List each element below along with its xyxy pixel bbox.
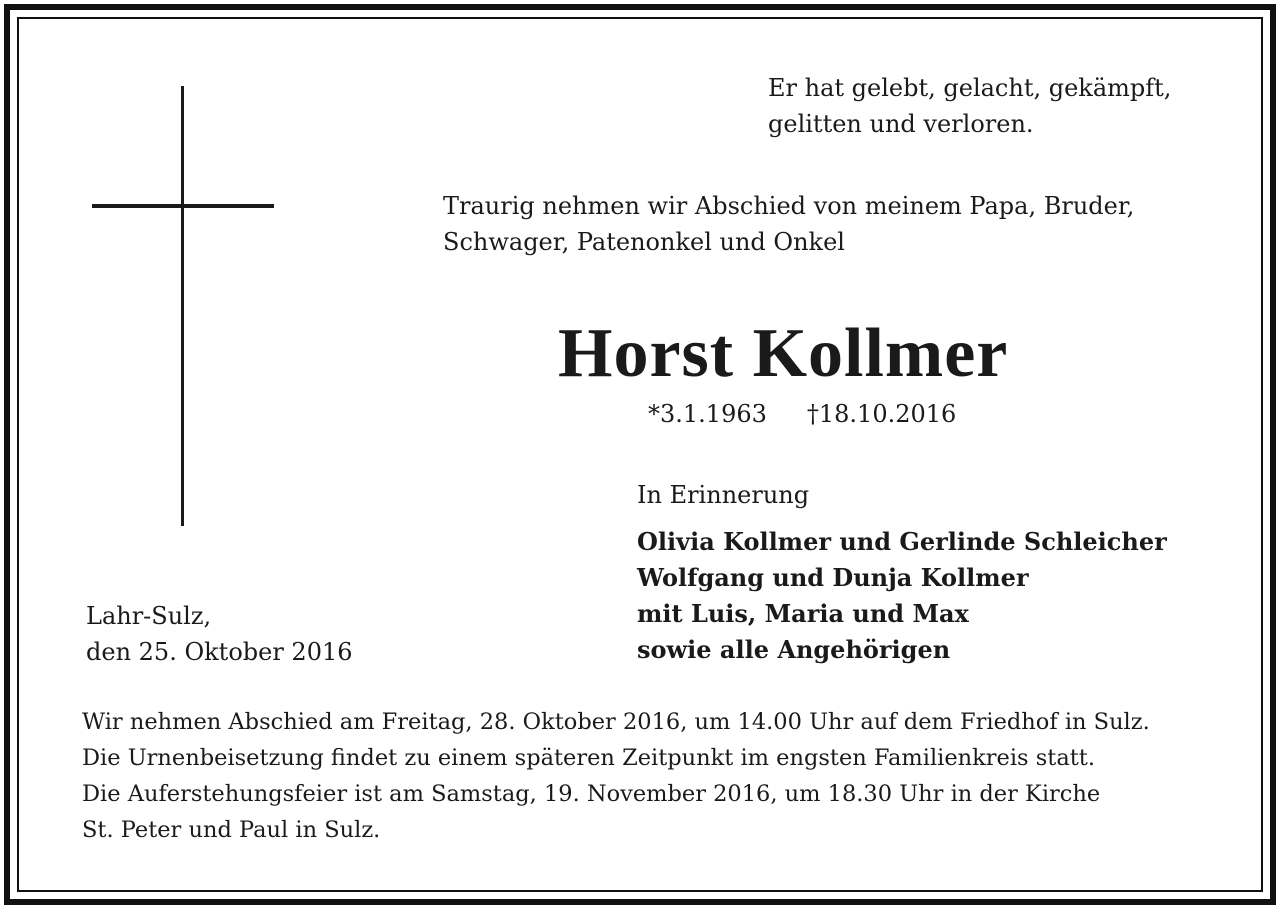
motto-line: gelitten und verloren. — [768, 110, 1034, 138]
notice-line: Wir nehmen Abschied am Freitag, 28. Oktober 2016, um 14.00 Uhr auf dem Friedhof in Sulz. — [82, 709, 1150, 735]
mourner-line: mit Luis, Maria und Max — [637, 599, 969, 628]
place-and-date — [86, 598, 353, 670]
motto-line: Er hat gelebt, gelacht, gekämpft, — [768, 74, 1172, 102]
notice-line: St. Peter und Paul in Sulz. — [82, 817, 381, 843]
notice-line: Die Auferstehungsfeier ist am Samstag, 19. November 2016, um 18.30 Uhr in der Kirche — [82, 781, 1101, 807]
cross-vertical-bar — [181, 86, 184, 526]
notice-line: Die Urnenbeisetzung findet zu einem späteren Zeitpunkt im engsten Familienkreis statt. — [82, 745, 1095, 771]
motto-quote — [768, 70, 1171, 142]
intro-line: Schwager, Patenonkel und Onkel — [443, 228, 845, 256]
mourners-list — [637, 524, 1167, 668]
intro-line: Traurig nehmen wir Abschied von meinem Papa, Bruder, — [443, 192, 1135, 220]
cross-horizontal-bar — [92, 204, 274, 208]
birth-date: *3.1.1963 — [648, 400, 767, 428]
life-dates — [648, 398, 956, 430]
memory-label: In Erinnerung — [637, 481, 810, 509]
date: den 25. Oktober 2016 — [86, 638, 353, 666]
farewell-intro — [443, 188, 1134, 260]
mourner-line: sowie alle Angehörigen — [637, 635, 951, 664]
mourner-line: Wolfgang und Dunja Kollmer — [637, 563, 1029, 592]
place: Lahr-Sulz, — [86, 602, 212, 630]
deceased-name: Horst Kollmer — [558, 315, 1009, 392]
death-date: †18.10.2016 — [806, 400, 957, 428]
funeral-notice — [82, 704, 1190, 848]
mourner-line: Olivia Kollmer und Gerlinde Schleicher — [637, 527, 1167, 556]
